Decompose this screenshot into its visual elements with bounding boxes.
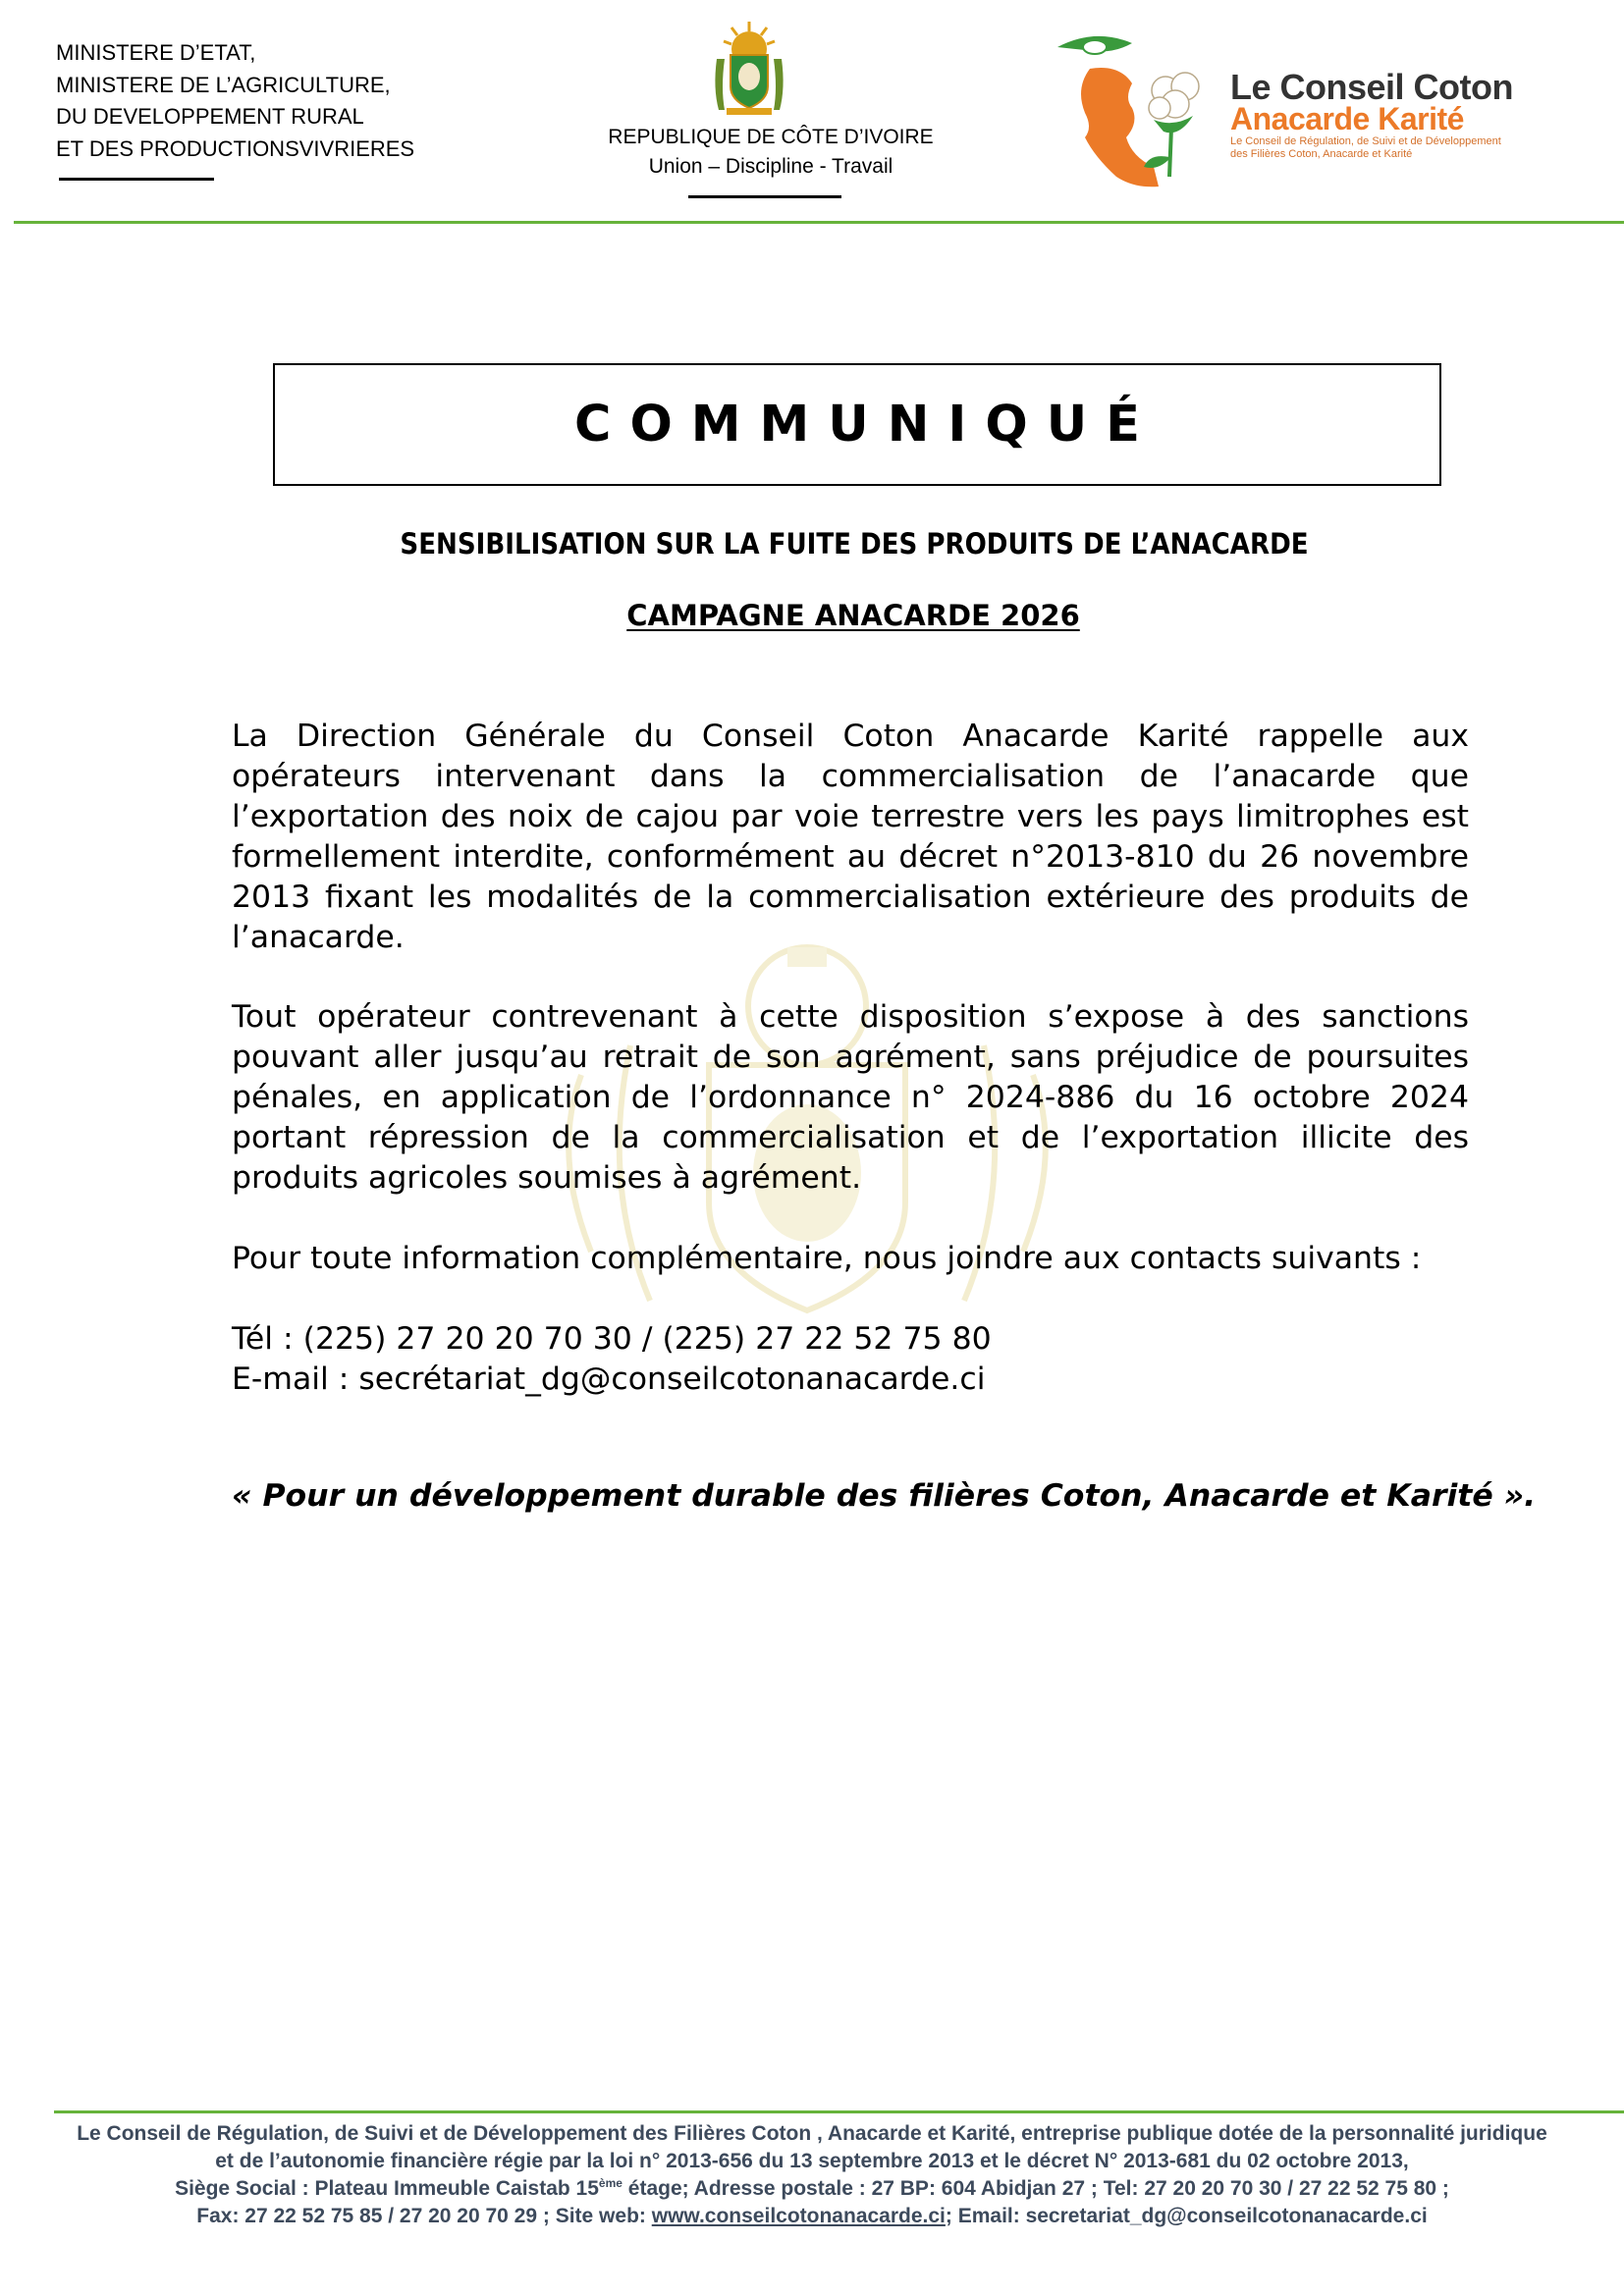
republic-motto: Union – Discipline - Travail	[648, 155, 893, 178]
logo-title-line2: Anacarde Karité	[1230, 101, 1464, 136]
coat-of-arms-icon	[699, 20, 799, 118]
contact-email: E-mail : secrétariat_dg@conseilcotonanacarde.ci	[232, 1362, 986, 1397]
ministry-line: MINISTERE DE L’AGRICULTURE,	[56, 72, 391, 97]
logo-tagline: Le Conseil de Régulation, de Suivi et de Développement des Filières Coton, Anacarde et Karité	[1230, 135, 1501, 160]
footer-fax: Fax: 27 22 52 75 85 / 27 20 20 70 29 ; Site web:	[196, 2205, 652, 2227]
ministry-line: ET DES PRODUCTIONSVIVRIERES	[56, 135, 415, 161]
closing-motto: « Pour un développement durable des filières Coton, Anacarde et Karité ».	[232, 1478, 1537, 1514]
footer	[0, 2120, 1624, 2230]
paragraph: Pour toute information complémentaire, nous joindre aux contacts suivants :	[232, 1241, 1422, 1276]
footer-address: Siège Social : Plateau Immeuble Caistab 15	[175, 2177, 599, 2200]
ministry-line: MINISTERE D’ETAT,	[56, 40, 256, 65]
footer-address-rest: étage; Adresse postale : 27 BP: 604 Abidjan 27 ; Tel: 27 20 20 70 30 / 27 22 52 75 80 ;	[622, 2177, 1449, 2200]
logo-title-line1: Le Conseil Coton	[1230, 67, 1513, 107]
footer-line	[0, 2203, 1624, 2230]
ministry-divider	[59, 178, 214, 181]
paragraph: Tout opérateur contrevenant à cette disposition s’expose à des sanctions pouvant aller jusqu’au retrait de son agrément, sans préjudice de poursuites pénales, en application de l’ordonnance n° 2024-886 du 16 octobre 2024 portant répression de la commercialisation et de l’exportation illicite des produits agricoles soumises à agrément.	[232, 999, 1469, 1196]
conseil-logo-icon	[1056, 29, 1232, 191]
document-title: COMMUNIQUÉ	[574, 396, 1159, 454]
website-link[interactable]: www.conseilcotonanacarde.ci	[651, 2205, 946, 2227]
ministry-line: DU DEVELOPPEMENT RURAL	[56, 104, 364, 129]
title-box	[273, 363, 1441, 486]
footer-divider	[54, 2110, 1624, 2113]
republic-name: REPUBLIQUE DE CÔTE D’IVOIRE	[608, 126, 934, 148]
footer-superscript: ème	[598, 2176, 623, 2190]
document-subtitle: SENSIBILISATION SUR LA FUITE DES PRODUITS DE L’ANACARDE	[400, 527, 1309, 561]
republic-divider	[688, 195, 841, 198]
contact-phone: Tél : (225) 27 20 20 70 30 / (225) 27 22 52 75 80	[232, 1321, 992, 1357]
footer-email: ; Email: secretariat_dg@conseilcotonanacarde.ci	[945, 2205, 1428, 2227]
footer-line	[0, 2175, 1624, 2203]
footer-line: et de l’autonomie financière régie par la loi n° 2013-656 du 13 septembre 2013 et le décret N° 2013-681 du 02 octobre 2013,	[215, 2150, 1409, 2172]
ministry-block	[56, 37, 414, 165]
paragraph: La Direction Générale du Conseil Coton Anacarde Karité rappelle aux opérateurs intervenant dans la commercialisation de l’anacarde que l’exportation des noix de cajou par voie terrestre vers les pays limitrophes est formellement interdite, conformément au décret n°2013-810 du 26 novembre 2013 fixant les modalités de la commercialisation extérieure des produits de l’anacarde.	[232, 719, 1469, 955]
campaign-heading: CAMPAGNE ANACARDE 2026	[626, 599, 1080, 632]
header-divider	[14, 221, 1624, 224]
footer-line: Le Conseil de Régulation, de Suivi et de Développement des Filières Coton , Anacarde et Karité, entreprise publique dotée de la personnalité juridique	[77, 2122, 1547, 2145]
republic-block	[550, 123, 992, 182]
